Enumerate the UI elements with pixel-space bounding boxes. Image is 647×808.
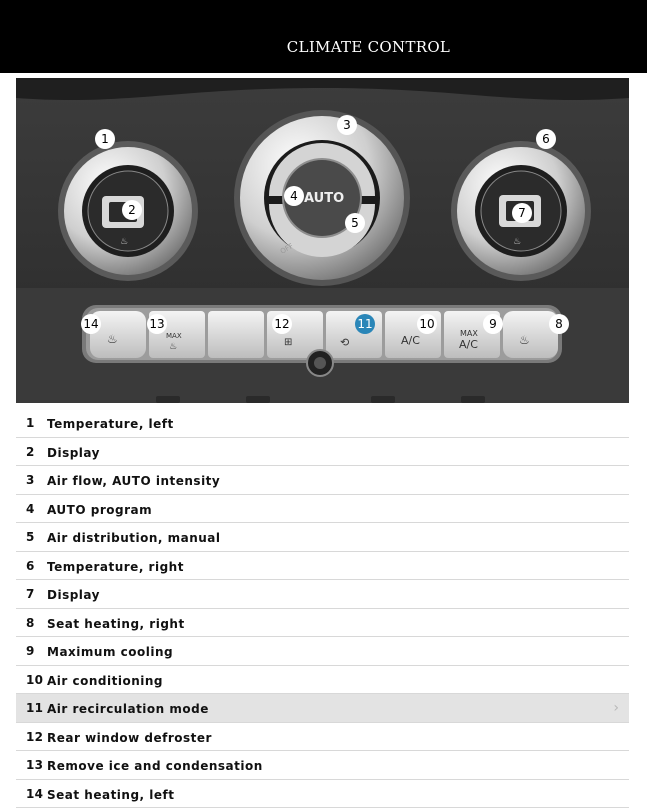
svg-text:14: 14 [83, 317, 98, 331]
svg-text:4: 4 [290, 189, 298, 203]
page-title: CLIMATE CONTROL [45, 38, 647, 56]
recirculation-button[interactable] [326, 311, 382, 358]
marker-13[interactable] [147, 314, 167, 334]
item-number: 1 [26, 416, 35, 430]
svg-text:11: 11 [357, 317, 372, 331]
item-label: Temperature, left [47, 417, 174, 431]
svg-text:♨: ♨ [107, 332, 118, 346]
marker-12[interactable] [272, 314, 292, 334]
item-label: Air recirculation mode [47, 702, 209, 716]
item-label: Temperature, right [47, 560, 184, 574]
list-item[interactable] [16, 609, 629, 638]
svg-text:8: 8 [555, 317, 563, 331]
marker-14[interactable] [81, 314, 101, 334]
svg-text:♨: ♨ [169, 342, 177, 352]
list-item[interactable] [16, 694, 629, 723]
list-item[interactable] [16, 495, 629, 524]
marker-7[interactable] [512, 203, 532, 223]
item-label: AUTO program [47, 503, 152, 517]
item-number: 14 [26, 787, 43, 801]
svg-text:♨: ♨ [519, 333, 530, 347]
svg-text:♨: ♨ [120, 237, 128, 247]
list-item[interactable] [16, 409, 629, 438]
list-item[interactable] [16, 780, 629, 808]
svg-text:5: 5 [351, 216, 359, 230]
list-item[interactable] [16, 751, 629, 780]
item-label: Air distribution, manual [47, 531, 221, 545]
marker-1[interactable] [95, 129, 115, 149]
svg-text:A/C: A/C [401, 334, 420, 347]
item-label: Air flow, AUTO intensity [47, 474, 220, 488]
svg-text:3: 3 [343, 118, 351, 132]
svg-text:7: 7 [518, 206, 526, 220]
svg-text:⟲: ⟲ [340, 336, 349, 349]
marker-6[interactable] [536, 129, 556, 149]
item-label: Remove ice and condensation [47, 759, 263, 773]
item-label: Air conditioning [47, 674, 163, 688]
center-airflow-knob[interactable] [234, 110, 410, 286]
item-label: Rear window defroster [47, 731, 212, 745]
svg-text:13: 13 [149, 317, 164, 331]
item-number: 10 [26, 673, 43, 687]
list-item[interactable] [16, 666, 629, 695]
marker-5[interactable] [345, 213, 365, 233]
climate-panel-image [16, 78, 629, 403]
item-label: Display [47, 446, 100, 460]
marker-8[interactable] [549, 314, 569, 334]
item-number: 8 [26, 616, 35, 630]
item-label: Seat heating, left [47, 788, 175, 802]
item-number: 13 [26, 758, 43, 772]
item-label: Seat heating, right [47, 617, 185, 631]
item-number: 5 [26, 530, 35, 544]
item-number: 3 [26, 473, 35, 487]
list-item[interactable] [16, 580, 629, 609]
item-number: 2 [26, 445, 35, 459]
legend-list [16, 409, 629, 808]
svg-text:1: 1 [101, 132, 109, 146]
off-label: OFF [279, 242, 295, 256]
item-number: 9 [26, 644, 35, 658]
item-number: 6 [26, 559, 35, 573]
header-bar [0, 0, 647, 73]
svg-text:⊞: ⊞ [284, 337, 292, 348]
item-number: 4 [26, 502, 35, 516]
list-item[interactable] [16, 552, 629, 581]
list-item[interactable] [16, 466, 629, 495]
seat-heating-right-button[interactable] [503, 311, 558, 358]
item-label: Display [47, 588, 100, 602]
svg-text:6: 6 [542, 132, 550, 146]
marker-3[interactable] [337, 115, 357, 135]
list-item[interactable] [16, 438, 629, 467]
list-item[interactable] [16, 637, 629, 666]
auto-label: AUTO [304, 191, 344, 206]
item-label: Maximum cooling [47, 645, 173, 659]
svg-text:A/C: A/C [459, 338, 478, 351]
blank-button[interactable] [208, 311, 264, 358]
svg-text:9: 9 [489, 317, 497, 331]
item-number: 12 [26, 730, 43, 744]
svg-text:MAX: MAX [166, 332, 182, 340]
marker-2[interactable] [122, 200, 142, 220]
marker-11[interactable] [355, 314, 375, 334]
svg-text:2: 2 [128, 203, 136, 217]
marker-4[interactable] [284, 186, 304, 206]
svg-text:♨: ♨ [513, 237, 521, 247]
chevron-right-icon: › [613, 700, 619, 716]
svg-text:12: 12 [274, 317, 289, 331]
item-number: 11 [26, 701, 43, 715]
list-item[interactable] [16, 723, 629, 752]
marker-9[interactable] [483, 314, 503, 334]
list-item[interactable] [16, 523, 629, 552]
marker-10[interactable] [417, 314, 437, 334]
svg-text:MAX: MAX [460, 329, 478, 338]
item-number: 7 [26, 587, 35, 601]
svg-text:10: 10 [419, 317, 434, 331]
